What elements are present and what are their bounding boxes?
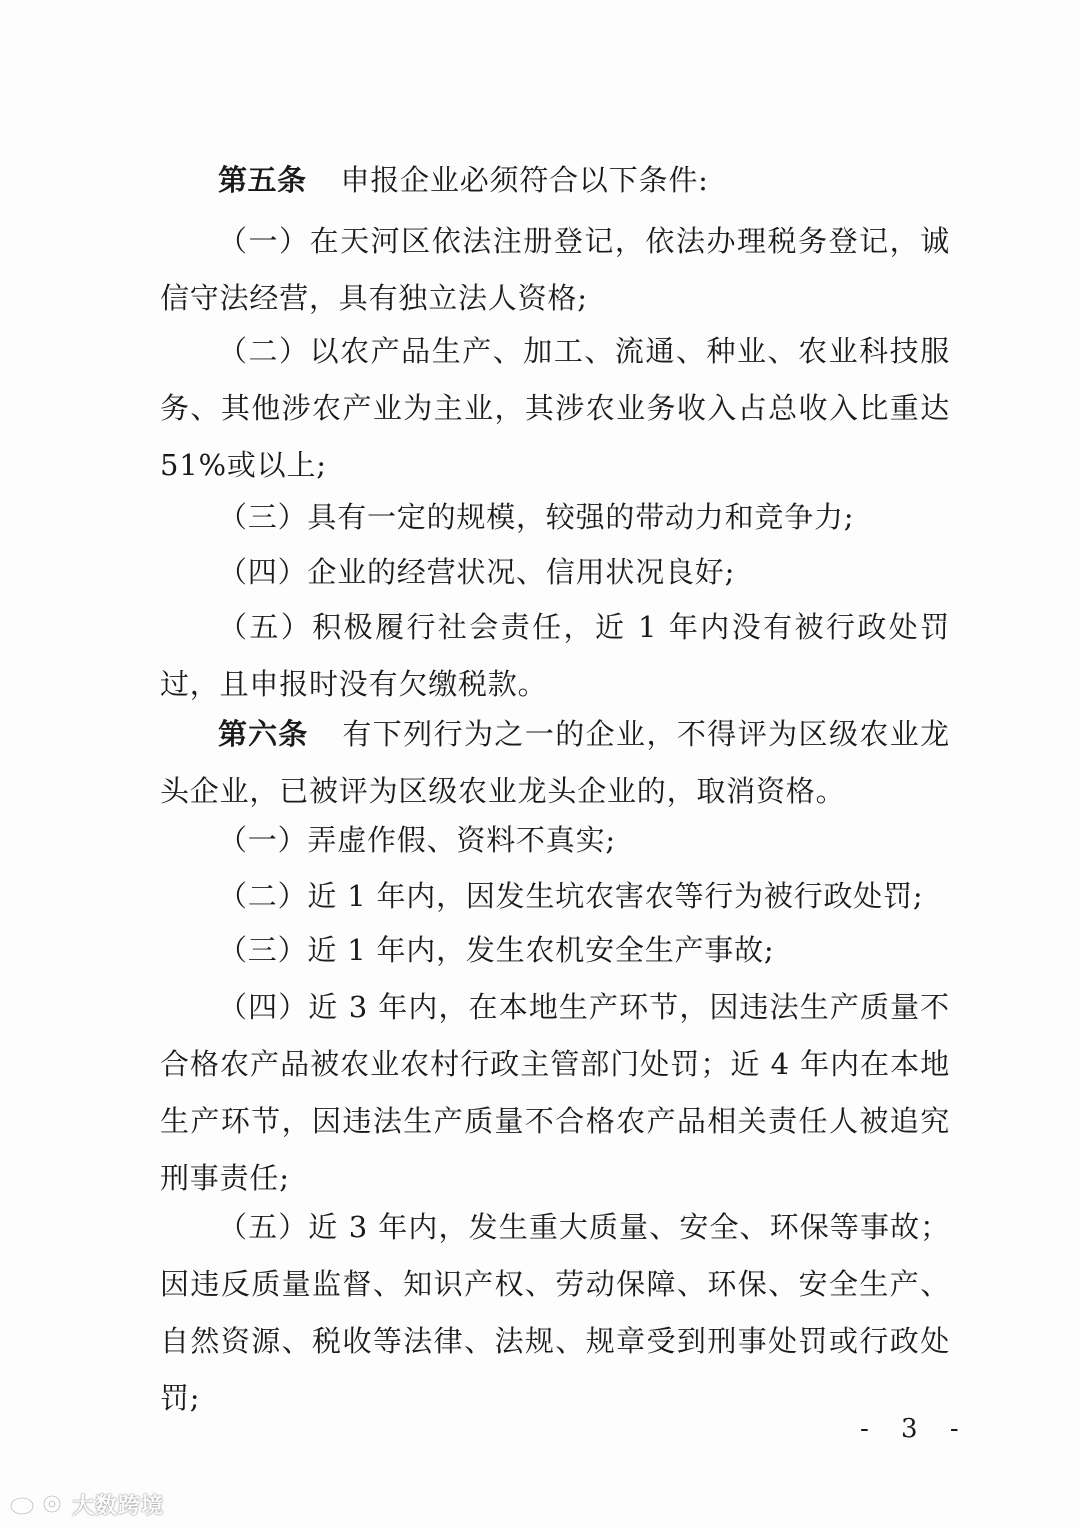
article-6-heading (160, 706, 950, 820)
article-6-item-1 (160, 812, 950, 869)
page-number: - 3 - (860, 1414, 971, 1444)
article-5-item-4 (160, 544, 950, 601)
article-5-item-3 (160, 489, 950, 546)
paragraph-text: （二）近 1 年内，因发生坑农害农等行为被行政处罚; (218, 879, 924, 913)
paragraph-text: （三）具有一定的规模，较强的带动力和竞争力; (218, 500, 855, 534)
paragraph-text: （四）近 3 年内，在本地生产环节，因违法生产质量不合格农产品被农业农村行政主管部门处罚；近 4 年内在本地生产环节，因违法生产质量不合格农产品相关责任人被追究刑事责任; (160, 990, 950, 1195)
paragraph-text: （四）企业的经营状况、信用状况良好; (218, 555, 736, 589)
paragraph-text: （五）积极履行社会责任，近 1 年内没有被行政处罚过，且申报时没有欠缴税款。 (160, 610, 950, 701)
article-6-item-4 (160, 979, 950, 1207)
article-5-heading (160, 152, 950, 209)
article-6-item-2 (160, 868, 950, 925)
article-5-item-1 (160, 213, 950, 327)
watermark-text: 大数跨境 (72, 1493, 165, 1519)
article-label: 第五条 (218, 163, 307, 197)
paragraph-text: 申报企业必须符合以下条件: (340, 163, 709, 197)
weibo-logo-icon (8, 1491, 64, 1517)
watermark (8, 1488, 164, 1520)
paragraph-text: （五）近 3 年内，发生重大质量、安全、环保等事故；因违反质量监督、知识产权、劳动保障、环保、安全生产、自然资源、税收等法律、法规、规章受到刑事处罚或行政处罚; (160, 1210, 950, 1415)
paragraph-text: （一）在天河区依法注册登记，依法办理税务登记，诚信守法经营，具有独立法人资格; (160, 224, 950, 315)
paragraph-text: （三）近 1 年内，发生农机安全生产事故; (218, 933, 775, 967)
paragraph-text: （一）弄虚作假、资料不真实; (218, 823, 616, 857)
article-6-item-3 (160, 922, 950, 979)
paragraph-text: 有下列行为之一的企业，不得评为区级农业龙头企业，已被评为区级农业龙头企业的，取消资格。 (160, 717, 950, 808)
article-label: 第六条 (218, 717, 309, 751)
article-5-item-2 (160, 323, 950, 494)
paragraph-text: （二）以农产品生产、加工、流通、种业、农业科技服务、其他涉农产业为主业，其涉农业务收入占总收入比重达 51%或以上; (160, 334, 950, 482)
article-5-item-5 (160, 599, 950, 713)
article-6-item-5 (160, 1199, 950, 1427)
